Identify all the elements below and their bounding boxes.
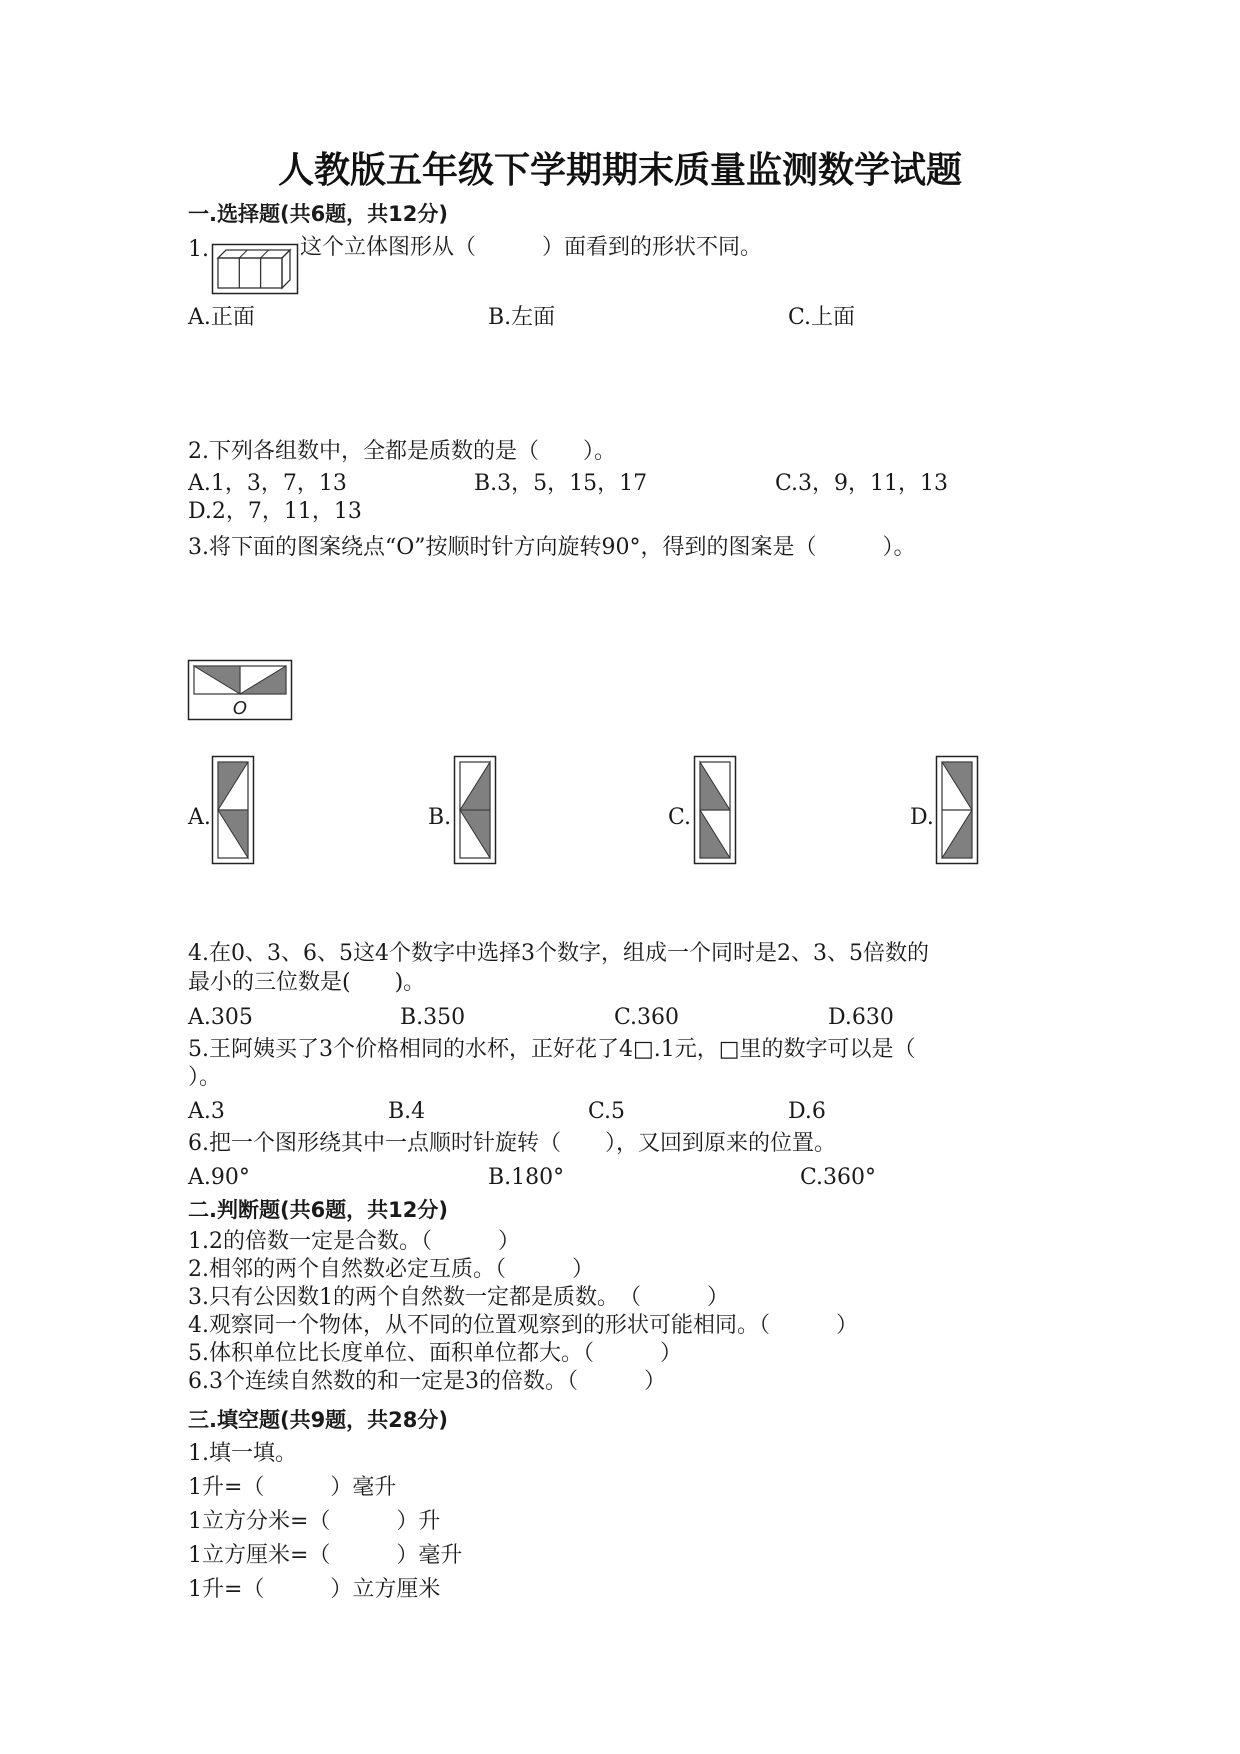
q3-option-d[interactable]: D. [910,805,934,830]
q3-option-c-figure[interactable] [694,756,736,864]
fill-line-1: 1升=（ ）毫升 [188,1475,397,1500]
q6-option-b[interactable]: B.180° [488,1165,565,1190]
q1-option-c[interactable]: C.上面 [788,305,856,330]
q3-point-o-label: O [232,698,248,719]
section-heading-fill: 三.填空题(共9题，共28分) [188,1408,449,1432]
judgment-item-1: 1.2的倍数一定是合数。（ ） [188,1229,520,1254]
section-heading-choice: 一.选择题(共6题，共12分) [188,202,449,226]
q6-option-c[interactable]: C.360° [800,1165,877,1190]
q5-option-b[interactable]: B.4 [388,1099,426,1124]
q3-option-b-figure[interactable] [454,756,496,864]
q4-option-a[interactable]: A.305 [188,1005,253,1030]
q4-option-d[interactable]: D.630 [828,1005,894,1030]
fill-line-2: 1立方分米=（ ）升 [188,1509,441,1534]
question-4-line1: 4.在0、3、6、5这4个数字中选择3个数字，组成一个同时是2、3、5倍数的 [188,941,929,966]
q3-option-a-figure[interactable] [212,756,254,864]
fill-question-1-title: 1.填一填。 [188,1441,297,1466]
question-6-text: 6.把一个图形绕其中一点顺时针旋转（ ），又回到原来的位置。 [188,1131,836,1156]
fill-line-4: 1升=（ ）立方厘米 [188,1577,441,1602]
question-5-line1: 5.王阿姨买了3个价格相同的水杯，正好花了4□.1元，□里的数字可以是（ [188,1037,916,1062]
section-heading-judgment: 二.判断题(共6题，共12分) [188,1198,449,1222]
q3-option-b[interactable]: B. [428,805,452,830]
question-5-line2: ）。 [188,1065,222,1090]
fill-line-3: 1立方厘米=（ ）毫升 [188,1543,463,1568]
q5-option-d[interactable]: D.6 [788,1099,826,1124]
q2-option-a[interactable]: A.1，3，7，13 [188,471,347,496]
q1-option-b[interactable]: B.左面 [488,305,556,330]
q2-option-b[interactable]: B.3，5，15，17 [474,471,648,496]
q5-option-a[interactable]: A.3 [188,1099,225,1124]
q1-option-a[interactable]: A.正面 [188,305,255,330]
q3-option-d-figure[interactable] [936,756,978,864]
question-3-text: 3.将下面的图案绕点“O”按顺时针方向旋转90°，得到的图案是（ ）。 [188,535,916,560]
q3-option-c[interactable]: C. [668,805,692,830]
q2-option-d[interactable]: D.2，7，11，13 [188,499,362,524]
question-1-number: 1. [188,237,209,262]
page-title: 人教版五年级下学期期末质量监测数学试题 [277,150,962,191]
judgment-item-6: 6.3个连续自然数的和一定是3的倍数。（ ） [188,1369,666,1394]
judgment-item-5: 5.体积单位比长度单位、面积单位都大。（ ） [188,1341,682,1366]
question-1-text: 这个立体图形从（ ）面看到的形状不同。 [300,235,763,260]
q2-option-c[interactable]: C.3，9，11，13 [775,471,949,496]
question-4-line2: 最小的三位数是( )。 [188,970,426,995]
question-2-text: 2.下列各组数中，全都是质数的是（ ）。 [188,439,616,464]
q4-option-c[interactable]: C.360 [614,1005,680,1030]
judgment-item-4: 4.观察同一个物体，从不同的位置观察到的形状可能相同。（ ） [188,1313,858,1338]
q6-option-a[interactable]: A.90° [188,1165,250,1190]
q4-option-b[interactable]: B.350 [400,1005,466,1030]
judgment-item-3: 3.只有公因数1的两个自然数一定都是质数。 （ ） [188,1285,729,1310]
judgment-item-2: 2.相邻的两个自然数必定互质。（ ） [188,1257,594,1282]
q1-cube-figure [212,244,298,294]
q3-option-a[interactable]: A. [188,805,211,830]
q5-option-c[interactable]: C.5 [588,1099,626,1124]
q3-original-pattern [188,660,292,720]
